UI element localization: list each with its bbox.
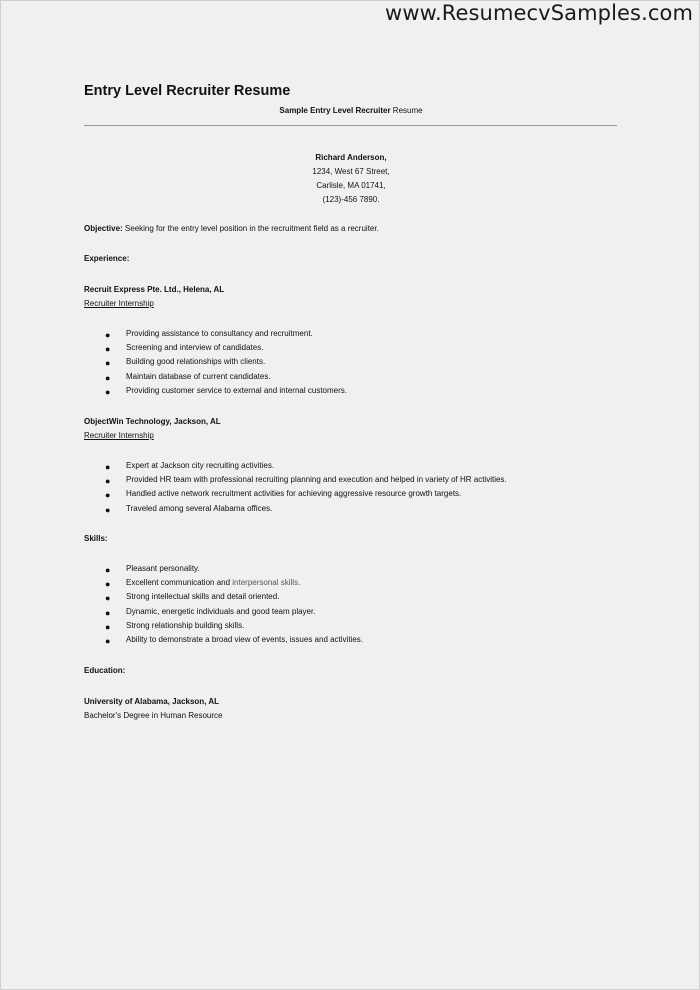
experience-heading: Experience: [84,254,130,263]
skills-heading: Skills: [84,534,108,543]
job-2-duty: Provided HR team with professional recruiting planning and execution and helped in variety of HR activities. [126,475,507,485]
skill-item: Strong intellectual skills and detail oriented. [126,592,280,602]
skill-item: Pleasant personality. [126,564,200,573]
bullet-icon: ● [105,593,111,604]
contact-address-line-1: 1234, West 67 Street, [312,167,390,176]
job-2-role: Recruiter Internship [84,431,154,440]
title-divider [84,125,617,126]
objective-line [84,224,379,233]
job-1-company: Recruit Express Pte. Ltd., Helena, AL [84,285,225,294]
job-2-company: ObjectWin Technology, Jackson, AL [84,417,221,426]
bullet-icon: ● [105,579,111,590]
contact-address-line-2: Carlisle, MA 01741, [316,181,386,190]
bullet-icon: ● [105,621,111,632]
skill-item: Strong relationship building skills. [126,620,245,630]
bullet-icon: ● [105,344,111,355]
contact-name: Richard Anderson, [315,153,387,162]
bullet-icon: ● [105,330,111,340]
skill-item [126,577,300,589]
skill-item-link-text: interpersonal skills. [232,578,301,588]
contact-phone: (123)-456 7890. [322,195,380,204]
bullet-icon: ● [105,372,111,383]
subtitle-bold: Sample Entry Level Recruiter [279,106,391,115]
job-1-duty: Building good relationships with clients. [126,357,266,367]
bullet-icon: ● [105,504,111,515]
objective-label: Objective: [84,224,123,233]
bullet-icon: ● [105,476,111,487]
job-1-duty: Maintain database of current candidates. [126,371,271,381]
skill-item: Dynamic, energetic individuals and good team player. [126,606,316,616]
subtitle-normal: Resume [390,106,423,115]
job-2-duty: Traveled among several Alabama offices. [126,503,273,513]
bullet-icon: ● [105,358,111,369]
bullet-icon: ● [105,462,111,472]
skill-item-text: Excellent communication and [126,578,233,588]
job-1-duty: Providing customer service to external and internal customers. [126,385,347,395]
contact-block [1,151,700,207]
bullet-icon: ● [105,635,111,646]
document-title: Entry Level Recruiter Resume [84,83,291,99]
skill-item: Ability to demonstrate a broad view of events, issues and activities. [126,634,364,644]
bullet-icon: ● [105,490,111,501]
bullet-icon: ● [105,386,111,397]
job-1-role: Recruiter Internship [84,299,154,308]
job-2-duty: Expert at Jackson city recruiting activities. [126,461,275,470]
education-school: University of Alabama, Jackson, AL [84,697,220,706]
education-degree: Bachelor's Degree in Human Resource [84,711,223,720]
document-subtitle [1,106,700,115]
bullet-icon: ● [105,565,111,575]
objective-text: Seeking for the entry level position in the recruitment field as a recruiter. [122,224,379,233]
bullet-icon: ● [105,607,111,618]
job-1-duty: Providing assistance to consultancy and recruitment. [126,329,313,338]
job-2-duty: Handled active network recruitment activities for achieving aggressive resource growth targets. [126,489,462,499]
education-heading: Education: [84,666,126,675]
site-watermark: www.ResumecvSamples.com [385,1,693,25]
job-1-duty: Screening and interview of candidates. [126,343,264,353]
